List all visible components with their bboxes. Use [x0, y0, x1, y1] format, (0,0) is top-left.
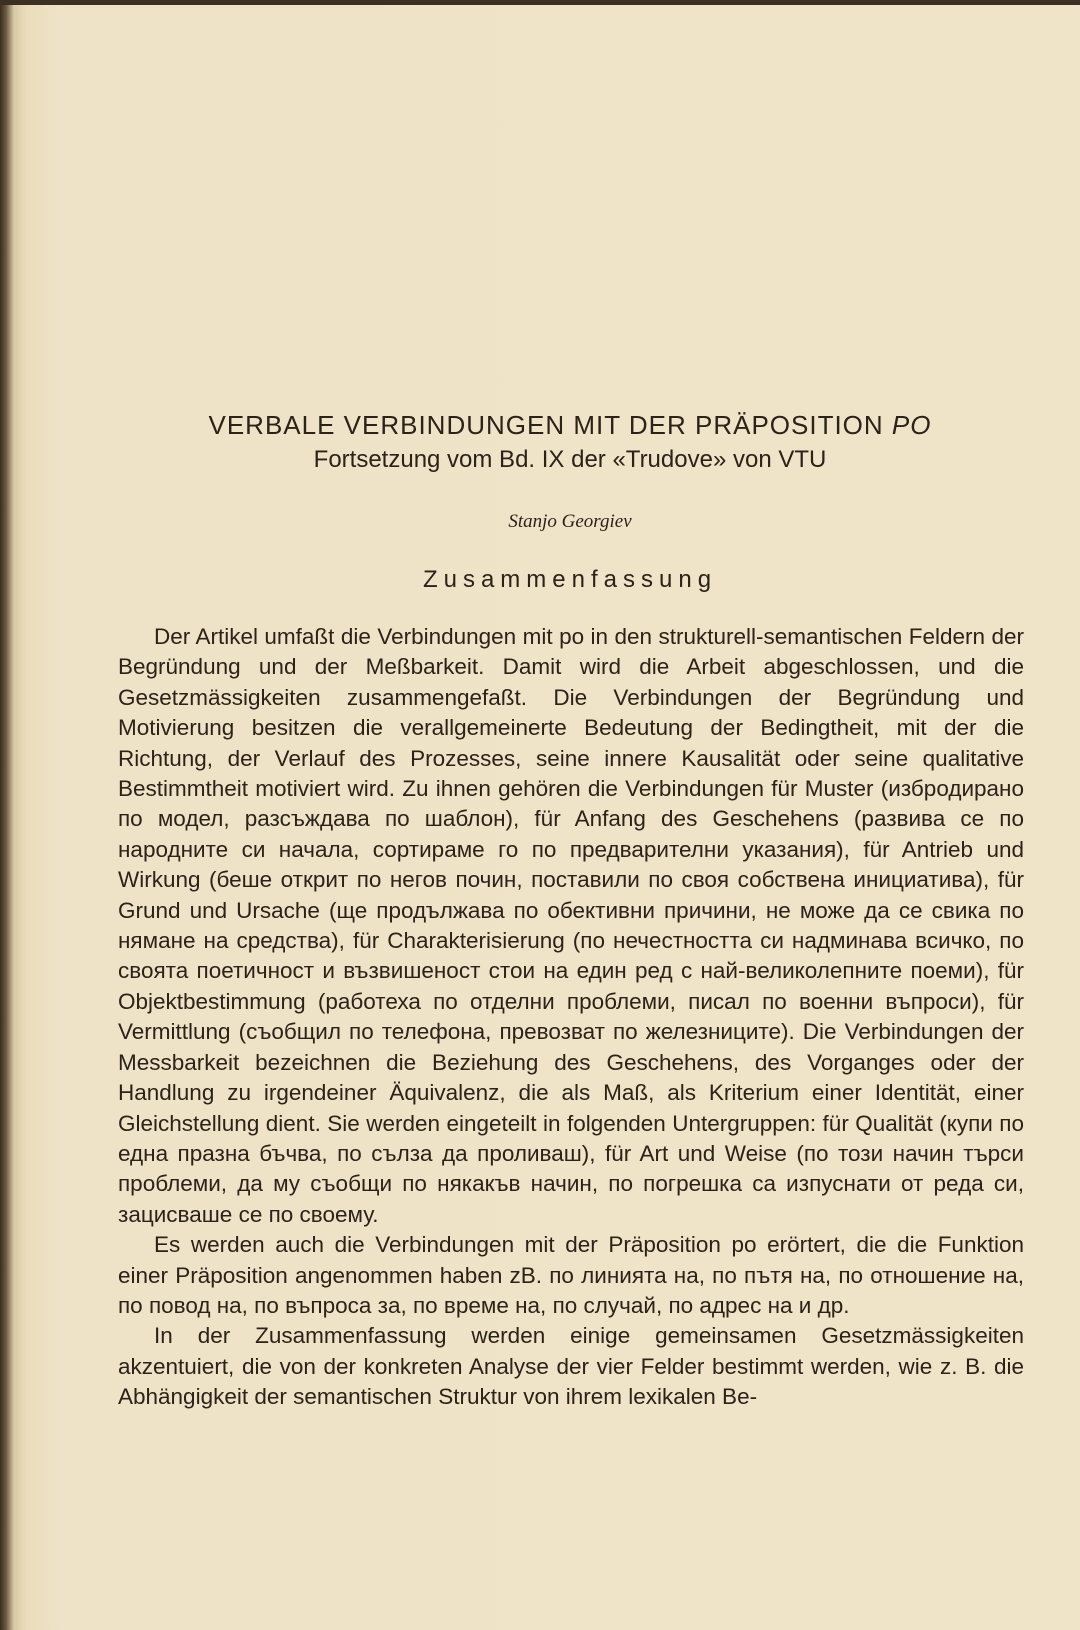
- summary-body: [118, 622, 1024, 1413]
- article-title-text: VERBALE VERBINDUNGEN MIT DER PRÄPOSITION: [208, 410, 884, 440]
- section-heading: Zusammenfassung: [422, 566, 718, 593]
- article-subtitle: Fortsetzung vom Bd. IX der «Trudove» von VTU: [313, 446, 827, 473]
- paragraph: Es werden auch die Verbindungen mit der Präposition po erörtert, die die Funktion einer Präposition angenommen haben zB. по линията на, по пътя на, по отношение на, по повод на, по въпроса за, по време на, по случай, по адрес на и др.: [118, 1232, 1024, 1318]
- page-top-edge: [0, 0, 1080, 5]
- article-title-italic: PO: [891, 410, 932, 440]
- paragraph: Der Artikel umfaßt die Verbindungen mit po in den strukturell-semantischen Feldern der Begründung und der Meßbarkeit. Damit wird die Arbeit abgeschlossen, und die Gesetzmässigkeiten zusammengefaßt. Die Verbindungen der Begründung und Motivierung besitzen die verallgemeinerte Bedeutung der Bedingtheit, mit der die Richtung, der Verlauf des Prozesses, seine innere Kausalität oder seine qualitative Bestimmtheit motiviert wird. Zu ihnen gehören die Verbindungen für Muster (избродирано по модел, разсъждава по шаблон), für Anfang des Geschehens (развива се по народните си начала, сортираме го по предварителни указания), für Antrieb und Wirkung (беше открит по негов почин, поставили по своя собствена инициатива), für Grund und Ursache (ще продължава по обективни причини, не може да се свика по нямане на средства), für Charakterisierung (по нечестността си надминава всичко, по своята поетичност и възвишеност стои на един ред с най-великолепните поеми), für Objektbestimmung (работеха по отделни проблеми, писал по военни въпроси), für Vermittlung (съобщил по телефона, превозват по железниците). Die Verbindungen der Messbarkeit bezeichnen die Beziehung des Geschehens, des Vorganges oder der Handlung zu irgendeiner Äquivalenz, die als Maß, als Kriterium einer Identität, einer Gleichstellung dient. Sie werden eingeteilt in folgenden Untergruppen: für Qualität (купи по една празна бъчва, по сълза да проливаш), für Art und Weise (по този начин търси проблеми, да му съобщи по някакъв начин, по погрешка са изпуснати от реда си, зацисваше се по своему.: [118, 624, 1024, 1227]
- paragraph: In der Zusammenfassung werden einige gemeinsamen Gesetzmässigkeiten akzentuiert, die von der konkreten Analyse der vier Felder bestimmt werden, wie z. B. die Abhängigkeit der semantischen Struktur von ihrem lexikalen Be-: [118, 1323, 1024, 1410]
- author-name: Stanjo Georgiev: [508, 511, 632, 532]
- article-title: [60, 410, 1080, 441]
